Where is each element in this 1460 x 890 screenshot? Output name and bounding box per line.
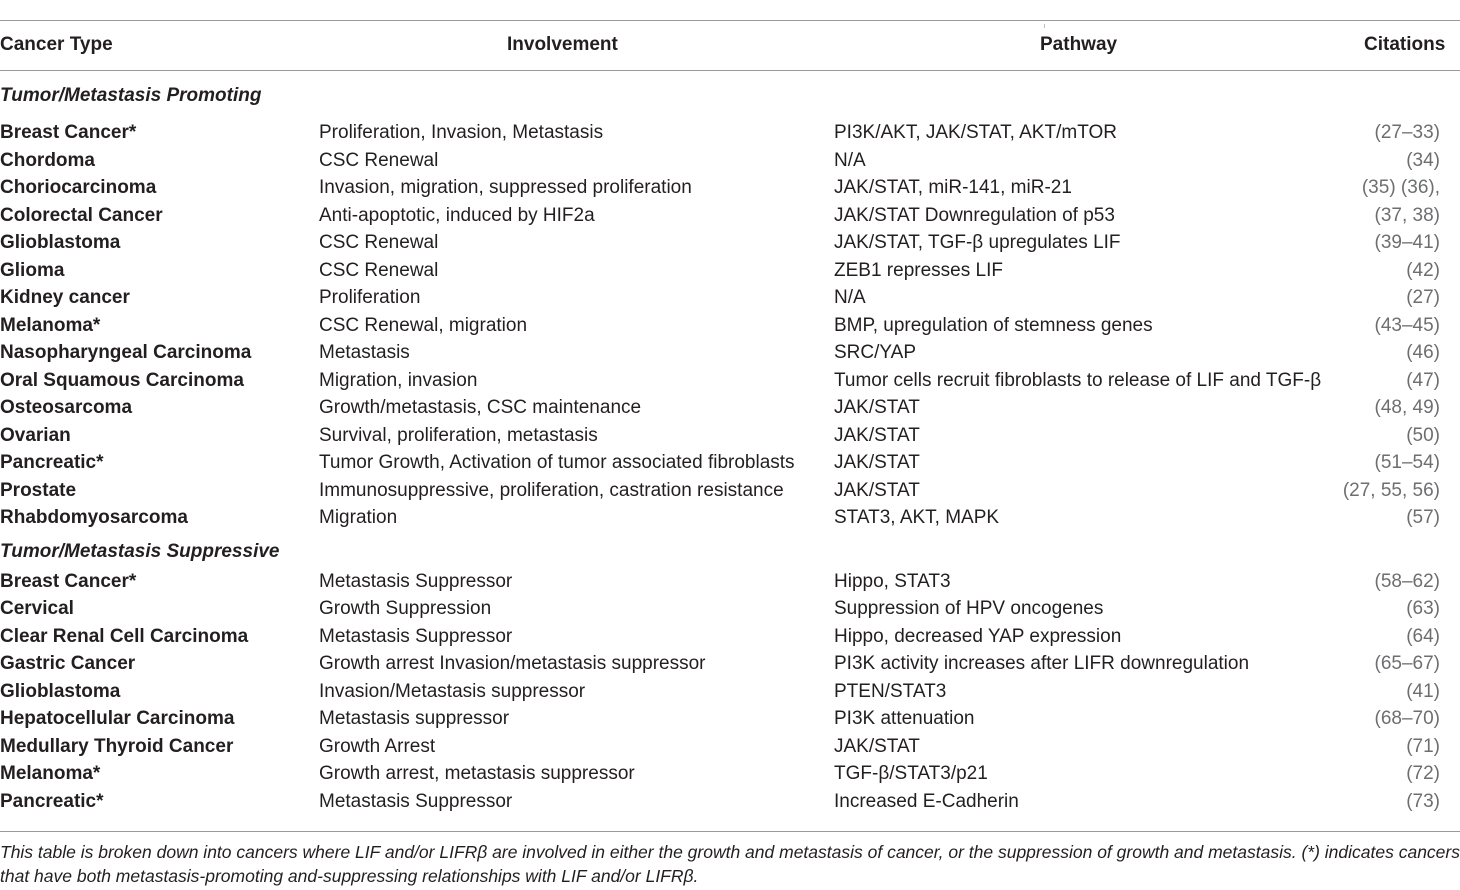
citations-cell[interactable]: (37, 38) (1374, 204, 1440, 226)
section-heading: Tumor/Metastasis Suppressive (0, 540, 280, 562)
citations-cell[interactable]: (27–33) (1374, 122, 1440, 143)
involvement-cell: Proliferation, Invasion, Metastasis (319, 122, 604, 143)
citations-cell[interactable]: (72) (1406, 763, 1440, 784)
header-citations: Citations (1364, 34, 1446, 55)
cancer-type-cell: Clear Renal Cell Carcinoma (0, 625, 249, 647)
table-row (0, 173, 1460, 201)
table-row (0, 594, 1460, 622)
citations-cell[interactable]: (48, 49) (1374, 397, 1440, 418)
involvement-cell: Growth arrest, metastasis suppressor (319, 763, 635, 784)
citations-cell[interactable]: (68–70) (1374, 708, 1440, 729)
cancer-type-cell: Glioma (0, 259, 65, 281)
cancer-type-cell: Hepatocellular Carcinoma (0, 708, 235, 729)
involvement-cell: Survival, proliferation, metastasis (319, 424, 598, 446)
involvement-cell: Growth/metastasis, CSC maintenance (319, 397, 642, 418)
pathway-cell: TGF-β/STAT3/p21 (834, 763, 988, 784)
cancer-type-cell: Osteosarcoma (0, 397, 133, 418)
pathway-cell: SRC/YAP (834, 342, 917, 363)
citations-cell[interactable]: (73) (1406, 790, 1440, 812)
cancer-type-cell: Choriocarcinoma (0, 177, 157, 198)
table-row (0, 256, 1460, 284)
cancer-type-cell: Medullary Thyroid Cancer (0, 735, 234, 757)
cancer-type-cell: Cervical (0, 598, 74, 619)
cancer-type-cell: Rhabdomyosarcoma (0, 507, 188, 528)
section-heading: Tumor/Metastasis Promoting (0, 85, 262, 106)
involvement-cell: Growth Arrest (319, 735, 436, 757)
table-header-rule (0, 70, 1460, 71)
pathway-cell: STAT3, AKT, MAPK (834, 507, 1000, 528)
involvement-cell: Growth Suppression (319, 598, 492, 619)
pathway-cell: N/A (834, 149, 866, 171)
citations-cell[interactable]: (63) (1406, 598, 1440, 619)
pathway-cell: JAK/STAT, TGF-β upregulates LIF (834, 232, 1121, 253)
involvement-cell: Anti-apoptotic, induced by HIF2a (319, 204, 595, 226)
table-row (0, 201, 1460, 229)
table-row (0, 787, 1460, 815)
table-row (0, 366, 1460, 394)
cancer-type-cell: Gastric Cancer (0, 653, 136, 674)
table-row (0, 649, 1460, 677)
citations-cell[interactable]: (42) (1406, 259, 1440, 281)
pathway-cell: PI3K attenuation (834, 708, 975, 729)
table-row (0, 503, 1460, 531)
pathway-cell: JAK/STAT (834, 397, 920, 418)
involvement-cell: CSC Renewal, migration (319, 314, 528, 336)
involvement-cell: Growth arrest Invasion/metastasis suppressor (319, 653, 706, 674)
citations-cell[interactable]: (39–41) (1374, 232, 1440, 253)
table-row (0, 118, 1460, 146)
pathway-cell: PTEN/STAT3 (834, 680, 947, 702)
cancer-type-cell: Glioblastoma (0, 232, 121, 253)
table-row (0, 311, 1460, 339)
cancer-type-cell: Breast Cancer* (0, 570, 137, 592)
cancer-type-cell: Prostate (0, 479, 77, 501)
involvement-cell: Metastasis Suppressor (319, 625, 513, 647)
table-bottom-rule (0, 831, 1460, 832)
involvement-cell: Invasion, migration, suppressed proliferation (319, 177, 692, 198)
table-body (0, 82, 1460, 814)
cancer-type-cell: Oral Squamous Carcinoma (0, 369, 244, 391)
cancer-type-cell: Melanoma* (0, 314, 101, 336)
table-row (0, 476, 1460, 504)
pathway-cell: Tumor cells recruit fibroblasts to release of LIF and TGF-β (834, 369, 1322, 391)
pathway-cell: JAK/STAT (834, 479, 920, 501)
table-row (0, 732, 1460, 760)
cancer-type-cell: Kidney cancer (0, 287, 130, 308)
citations-cell[interactable]: (65–67) (1374, 653, 1440, 674)
table-row (0, 421, 1460, 449)
citations-cell[interactable]: (46) (1406, 342, 1440, 363)
pathway-cell: Suppression of HPV oncogenes (834, 598, 1104, 619)
involvement-cell: Metastasis Suppressor (319, 570, 513, 592)
pathway-cell: JAK/STAT, miR-141, miR-21 (834, 177, 1072, 198)
cancer-type-cell: Colorectal Cancer (0, 204, 163, 226)
citations-cell[interactable]: (71) (1406, 735, 1440, 757)
citations-cell[interactable]: (35) (36), (1361, 177, 1440, 198)
involvement-cell: CSC Renewal (319, 259, 439, 281)
cancer-type-cell: Pancreatic* (0, 790, 104, 812)
pathway-cell: JAK/STAT (834, 424, 920, 446)
pathway-cell: N/A (834, 287, 866, 308)
citations-cell[interactable]: (51–54) (1374, 452, 1440, 473)
cancer-type-cell: Ovarian (0, 424, 71, 446)
involvement-cell: Tumor Growth, Activation of tumor associated fibroblasts (319, 452, 795, 473)
table-row (0, 393, 1460, 421)
cancer-type-cell: Pancreatic* (0, 452, 104, 473)
table-row (0, 338, 1460, 366)
involvement-cell: CSC Renewal (319, 232, 439, 253)
citations-cell[interactable]: (34) (1406, 149, 1440, 171)
table-row (0, 448, 1460, 476)
table-row (0, 677, 1460, 705)
header-involvement: Involvement (507, 34, 618, 55)
table-row (0, 567, 1460, 595)
cancer-type-cell: Breast Cancer* (0, 122, 137, 143)
citations-cell[interactable]: (41) (1406, 680, 1440, 702)
header-pathway: Pathway (1040, 34, 1118, 55)
involvement-cell: CSC Renewal (319, 149, 439, 171)
citations-cell[interactable]: (58–62) (1374, 570, 1440, 592)
table-row (0, 622, 1460, 650)
pathway-cell: PI3K/AKT, JAK/STAT, AKT/mTOR (834, 122, 1117, 143)
table-header-row (0, 34, 1460, 60)
citations-cell[interactable]: (50) (1406, 424, 1440, 446)
table-row (0, 283, 1460, 311)
cancer-type-cell: Nasopharyngeal Carcinoma (0, 342, 252, 363)
pathway-cell: Hippo, decreased YAP expression (834, 625, 1122, 647)
pathway-cell: Hippo, STAT3 (834, 570, 951, 592)
pathway-cell: ZEB1 represses LIF (834, 259, 1003, 281)
cancer-type-cell: Glioblastoma (0, 680, 121, 702)
pathway-cell: JAK/STAT Downregulation of p53 (834, 204, 1115, 226)
citations-cell[interactable]: (47) (1406, 369, 1440, 391)
table-row (0, 228, 1460, 256)
involvement-cell: Metastasis Suppressor (319, 790, 513, 812)
involvement-cell: Immunosuppressive, proliferation, castration resistance (319, 479, 784, 501)
table-row (0, 146, 1460, 174)
table-row (0, 704, 1460, 732)
citations-cell[interactable]: (64) (1406, 625, 1440, 647)
pathway-cell: BMP, upregulation of stemness genes (834, 314, 1153, 336)
table-footnote: This table is broken down into cancers where LIF and/or LIFRβ are involved in either the growth and metastasis of cancer, or the suppression of growth and metastasis. (*) indicates cancers that have both metastasis-promoting and-suppressing relationships with LIF and/or LIFRβ. (0, 842, 1460, 886)
table-row (0, 759, 1460, 787)
table-top-rule (0, 20, 1460, 21)
involvement-cell: Invasion/Metastasis suppressor (319, 680, 586, 702)
header-cancer-type: Cancer Type (0, 34, 113, 55)
pathway-cell: JAK/STAT (834, 452, 920, 473)
cancer-type-cell: Chordoma (0, 149, 95, 171)
citations-cell[interactable]: (27, 55, 56) (1342, 479, 1440, 501)
pathway-cell: PI3K activity increases after LIFR downregulation (834, 653, 1250, 674)
pathway-cell: Increased E-Cadherin (834, 790, 1019, 812)
citations-cell[interactable]: (57) (1406, 507, 1440, 528)
involvement-cell: Migration, invasion (319, 369, 478, 391)
citations-cell[interactable]: (43–45) (1374, 314, 1440, 336)
involvement-cell: Metastasis suppressor (319, 708, 510, 729)
involvement-cell: Metastasis (319, 342, 410, 363)
pathway-cell: JAK/STAT (834, 735, 920, 757)
involvement-cell: Migration (319, 507, 398, 528)
involvement-cell: Proliferation (319, 287, 421, 308)
cancer-type-cell: Melanoma* (0, 763, 101, 784)
citations-cell[interactable]: (27) (1406, 287, 1440, 308)
column-tick-mark (1044, 24, 1045, 28)
